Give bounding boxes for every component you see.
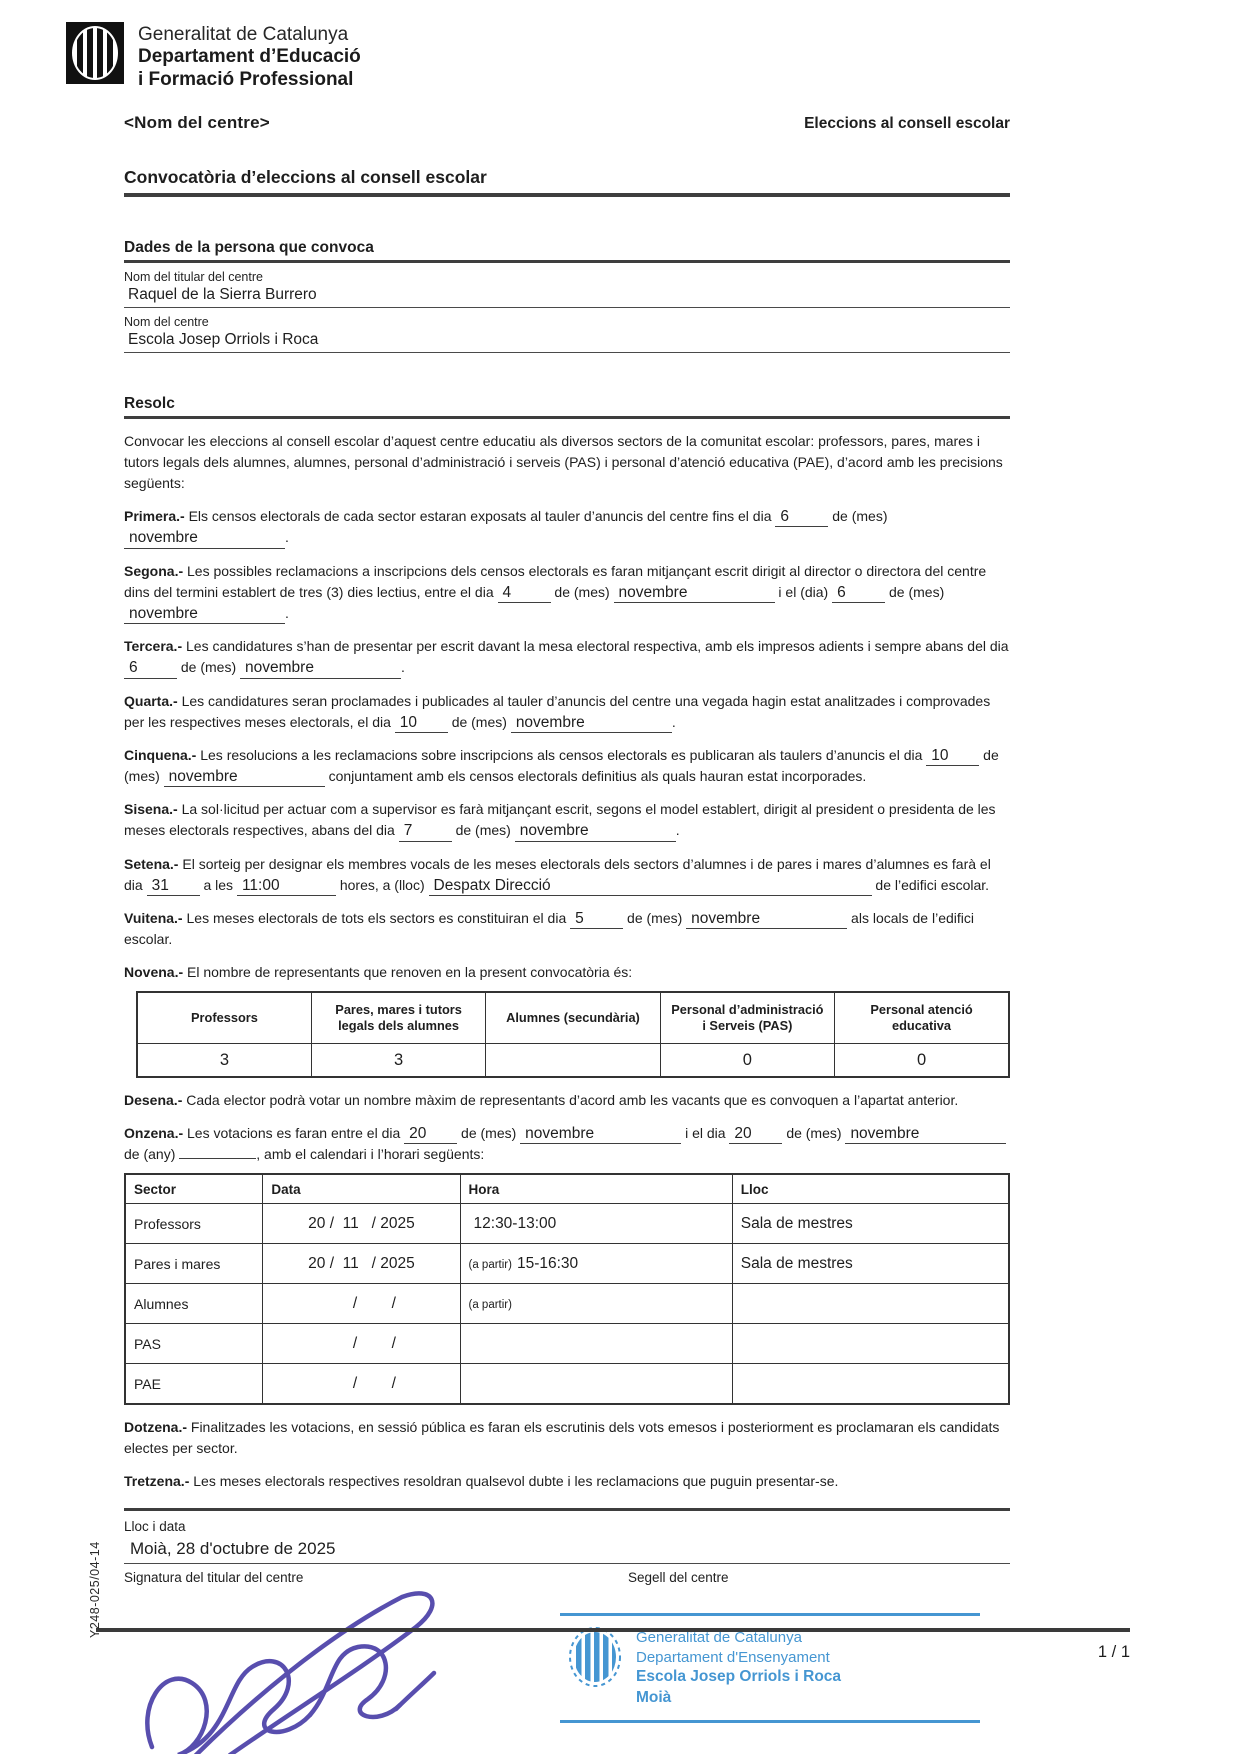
clause-text: Les meses electorals de tots els sectors es constituiran el dia — [186, 909, 567, 926]
clause-text: de (mes) — [889, 583, 945, 600]
section-heading-person: Dades de la persona que convoca — [124, 239, 1010, 263]
fill-day: 20 — [404, 1126, 457, 1144]
cell-lloc: Sala de mestres — [732, 1204, 1009, 1244]
clause-text: hores, a (lloc) — [339, 876, 425, 893]
footer-divider — [96, 1628, 1130, 1632]
clause-label: Novena.- — [124, 964, 184, 981]
page-title: Convocatòria d’eleccions al consell escolar — [124, 167, 1010, 197]
cell-data: 20 / 11 / 2025 — [263, 1244, 460, 1284]
fill-day: 6 — [124, 660, 177, 678]
clause-text: Cada elector podrà votar un nombre màxim de representants d’acord amb les vacants que es convoquen a l’apartat anterior. — [186, 1092, 959, 1109]
clause-label: Vuitena.- — [124, 909, 183, 926]
org-dept-line2: i Formació Professional — [138, 68, 354, 90]
generalitat-logo-icon — [66, 22, 124, 84]
schedule-header-row — [125, 1174, 1009, 1204]
cell-lloc — [732, 1364, 1009, 1405]
cell-hora — [460, 1284, 732, 1324]
fill-day: 10 — [926, 748, 979, 766]
clause-label: Dotzena.- — [124, 1419, 187, 1436]
page-number: 1 / 1 — [1097, 1643, 1130, 1661]
fill-month: novembre — [515, 823, 676, 841]
cell-hora — [460, 1364, 732, 1405]
rep-value-pae: 0 — [835, 1044, 1009, 1078]
stamp-line-2: Departament d'Ensenyament — [636, 1648, 830, 1666]
clause-label: Desena.- — [124, 1092, 183, 1109]
fill-month: novembre — [520, 1126, 681, 1144]
rep-col-pae: Personal atenció educativa — [835, 992, 1009, 1044]
clause-quarta — [124, 691, 1010, 733]
clause-label: Tercera.- — [124, 638, 183, 655]
cell-sector: Alumnes — [125, 1284, 263, 1324]
rep-value-pas: 0 — [660, 1044, 834, 1078]
stamp-line-3: Escola Josep Orriols i Roca — [636, 1668, 842, 1686]
clause-text: El sorteig per designar els membres vocals de les meses electorals dels sectors d’alumnes i de pares i mares d’alumnes es farà el dia — [124, 855, 991, 893]
stamp-column — [560, 1570, 1010, 1754]
fill-time: 11:00 — [237, 878, 336, 896]
clause-text: i el (dia) — [778, 583, 829, 600]
clause-text: . — [671, 713, 676, 730]
clause-desena — [124, 1090, 1010, 1111]
clause-text: , amb el calendari i l’horari següents: — [256, 1146, 485, 1163]
clause-label: Tretzena.- — [124, 1473, 190, 1490]
rep-value-professors: 3 — [137, 1044, 311, 1078]
fill-place: Despatx Direcció — [429, 878, 872, 896]
representatives-header-row — [137, 992, 1009, 1044]
clause-label: Cinquena.- — [124, 746, 197, 763]
schedule-row-alumnes — [125, 1284, 1009, 1324]
clause-text: Els censos electorals de cada sector estaran exposats al tauler d’anuncis del centre fins el dia — [188, 508, 772, 525]
clause-cinquena — [124, 745, 1010, 788]
rep-col-professors: Professors — [137, 992, 311, 1044]
sch-col-sector: Sector — [125, 1174, 263, 1204]
clause-vuitena — [124, 908, 1010, 950]
fill-year — [179, 1157, 256, 1159]
hora-value: 15-16:30 — [516, 1254, 579, 1272]
form-code: Y248-025/04-14 — [88, 1541, 102, 1638]
hora-value: 12:30-13:00 — [473, 1214, 557, 1232]
center-name-placeholder: <Nom del centre> — [124, 113, 270, 133]
clause-text: i el dia — [685, 1125, 726, 1142]
fill-day: 10 — [395, 715, 448, 733]
fill-day: 5 — [570, 911, 623, 929]
rep-col-pas: Personal d’administració i Serveis (PAS) — [660, 992, 834, 1044]
cell-data: 20 / 11 / 2025 — [263, 1204, 460, 1244]
fill-month: novembre — [164, 769, 325, 787]
clause-label: Setena.- — [124, 855, 179, 872]
name-row — [124, 113, 1010, 133]
rep-col-alumnes: Alumnes (secundària) — [486, 992, 660, 1044]
representatives-table — [136, 991, 1010, 1078]
cell-lloc: Sala de mestres — [732, 1244, 1009, 1284]
header — [66, 22, 1010, 91]
field-value-titular: Raquel de la Sierra Burrero — [124, 284, 1010, 308]
org-dept-line1: Departament d’Educació — [138, 46, 361, 68]
clause-primera — [124, 506, 1010, 549]
stamp-text — [636, 1626, 841, 1707]
sch-col-hora: Hora — [460, 1174, 732, 1204]
cell-data: / / — [263, 1324, 460, 1364]
fill-month: novembre — [124, 606, 285, 624]
cell-data: / / — [263, 1284, 460, 1324]
fill-month: novembre — [124, 530, 285, 548]
cell-sector: Pares i mares — [125, 1244, 263, 1284]
fill-day: 7 — [399, 823, 452, 841]
clause-text: La sol·licitud per actuar com a supervisor es farà mitjançant escrit, segons el model establert, dirigit al president o presidenta de les meses electorals respectives, abans del dia — [124, 801, 996, 839]
signature-column — [124, 1570, 560, 1754]
clause-tretzena — [124, 1471, 1010, 1492]
rep-value-pares: 3 — [311, 1044, 485, 1078]
clause-label: Quarta.- — [124, 692, 178, 709]
cell-hora — [460, 1244, 732, 1284]
schedule-table — [124, 1173, 1010, 1405]
clause-text: de (any) — [124, 1146, 176, 1163]
stamp-line-1: Generalitat de Catalunya — [636, 1629, 802, 1647]
fill-day: 20 — [729, 1126, 782, 1144]
clause-label: Onzena.- — [124, 1125, 184, 1142]
clause-text: de (mes) — [554, 583, 610, 600]
cell-hora — [460, 1324, 732, 1364]
fill-month: novembre — [686, 911, 847, 929]
clause-segona — [124, 561, 1010, 625]
representatives-values-row — [137, 1044, 1009, 1078]
clause-text: Les possibles reclamacions a inscripcions dels censos electorals es faran mitjançant escrit dirigit al director o directora del centre dins del termini establert de tres (3) dies lectius, entre el dia — [124, 562, 987, 600]
clause-text: a les — [203, 876, 234, 893]
fill-day: 31 — [147, 878, 200, 896]
clause-text: El nombre de representants que renoven en la present convocatòria és: — [187, 964, 633, 981]
clause-text: de (mes) — [832, 508, 888, 525]
clause-text: . — [401, 659, 405, 676]
signature-label: Signatura del titular del centre — [124, 1570, 304, 1586]
clause-setena — [124, 854, 1010, 896]
clause-text: de (mes) — [786, 1125, 842, 1142]
clause-tercera — [124, 636, 1010, 678]
fill-day: 4 — [498, 585, 551, 603]
sch-col-data: Data — [263, 1174, 460, 1204]
clause-label: Segona.- — [124, 562, 184, 579]
clause-text: Les votacions es faran entre el dia — [187, 1125, 401, 1142]
resolc-intro: Convocar les eleccions al consell escolar d’aquest centre educatiu als diversos sectors de la comunitat escolar: professors, pares, mares i tutors legals dels alumnes, alumnes, personal d’administració i serveis (PAS) i personal d’atenció educativa (PAE), d’acord amb les precisions següents: — [124, 433, 1003, 492]
cell-sector: PAS — [125, 1324, 263, 1364]
fill-month: novembre — [614, 585, 775, 603]
schedule-row-pares — [125, 1244, 1009, 1284]
field-value-centre: Escola Josep Orriols i Roca — [124, 329, 1010, 353]
org-block — [138, 22, 361, 91]
org-name: Generalitat de Catalunya — [138, 24, 349, 45]
schedule-row-pas — [125, 1324, 1009, 1364]
signature-stamp-row — [124, 1570, 1010, 1754]
rep-col-pares: Pares, mares i tutors legals dels alumnes — [311, 992, 485, 1044]
clause-text: Les meses electorals respectives resoldran qualsevol dubte i les reclamacions que puguin presentar-se. — [193, 1473, 839, 1490]
cell-sector: PAE — [125, 1364, 263, 1405]
clause-text: Finalitzades les votacions, en sessió pública es faran els escrutinis dels vots emesos i posteriorment es proclamaran els candidats electes per sector. — [124, 1419, 1000, 1457]
clause-onzena — [124, 1123, 1010, 1165]
fill-month: novembre — [845, 1126, 1006, 1144]
clause-text: . — [285, 605, 289, 622]
sch-col-lloc: Lloc — [732, 1174, 1009, 1204]
closing-divider — [124, 1508, 1010, 1511]
stamp-line-4: Moià — [636, 1688, 672, 1706]
fill-month: novembre — [511, 715, 672, 733]
cell-lloc — [732, 1284, 1009, 1324]
clause-text: als locals de l’edifici escolar. — [124, 909, 974, 948]
clause-text: de (mes) — [461, 1125, 517, 1142]
clause-text: . — [675, 822, 680, 839]
clause-dotzena — [124, 1417, 1010, 1459]
signature-scribble — [134, 1587, 560, 1754]
clause-text: . — [285, 529, 289, 546]
stamp-label: Segell del centre — [628, 1570, 729, 1586]
cell-lloc — [732, 1324, 1009, 1364]
clause-text: Les candidatures seran proclamades i publicades al tauler d’anuncis del centre una vegada hagin estat analitzades i comprovades per les respectives meses electorals, el dia — [124, 692, 991, 730]
cell-sector: Professors — [125, 1204, 263, 1244]
clause-label: Sisena.- — [124, 801, 178, 818]
clause-label: Primera.- — [124, 508, 185, 525]
fill-month: novembre — [240, 660, 401, 678]
fill-day: 6 — [832, 585, 885, 603]
clause-text: Les candidatures s’han de presentar per escrit davant la mesa electoral respectiva, amb els impresos adients i sempre abans del dia — [186, 638, 1009, 655]
clause-text: de (mes) — [124, 746, 999, 785]
place-date-label: Lloc i data — [124, 1519, 186, 1535]
clause-text: de (mes) — [455, 822, 511, 839]
stamp-logo-icon — [568, 1626, 622, 1693]
place-date-value: Moià, 28 d'octubre de 2025 — [124, 1536, 1010, 1564]
clause-sisena — [124, 799, 1010, 841]
field-label-titular: Nom del titular del centre — [124, 270, 263, 285]
hora-prefix: (a partir) — [468, 1298, 512, 1311]
clause-text: de l’edifici escolar. — [875, 876, 990, 893]
rep-value-alumnes — [486, 1044, 660, 1078]
clause-text: de (mes) — [451, 713, 507, 730]
schedule-row-pae — [125, 1364, 1009, 1405]
clause-text: de (mes) — [180, 659, 237, 676]
clause-text: Les resolucions a les reclamacions sobre inscripcions als censos electorals es publicaran als taulers d’anuncis el dia — [200, 746, 923, 763]
doc-type-label: Eleccions al consell escolar — [804, 115, 1010, 133]
field-label-centre: Nom del centre — [124, 315, 209, 330]
schedule-row-professors — [125, 1204, 1009, 1244]
section-heading-resolc: Resolc — [124, 395, 1010, 419]
hora-prefix: (a partir) — [468, 1258, 512, 1271]
cell-hora — [460, 1204, 732, 1244]
cell-data: / / — [263, 1364, 460, 1405]
clause-text: conjuntament amb els censos electorals definitius als quals hauran estat incorporades. — [328, 768, 867, 785]
fill-day: 6 — [775, 509, 828, 527]
clause-novena — [124, 962, 1010, 983]
clause-text: de (mes) — [627, 909, 683, 926]
